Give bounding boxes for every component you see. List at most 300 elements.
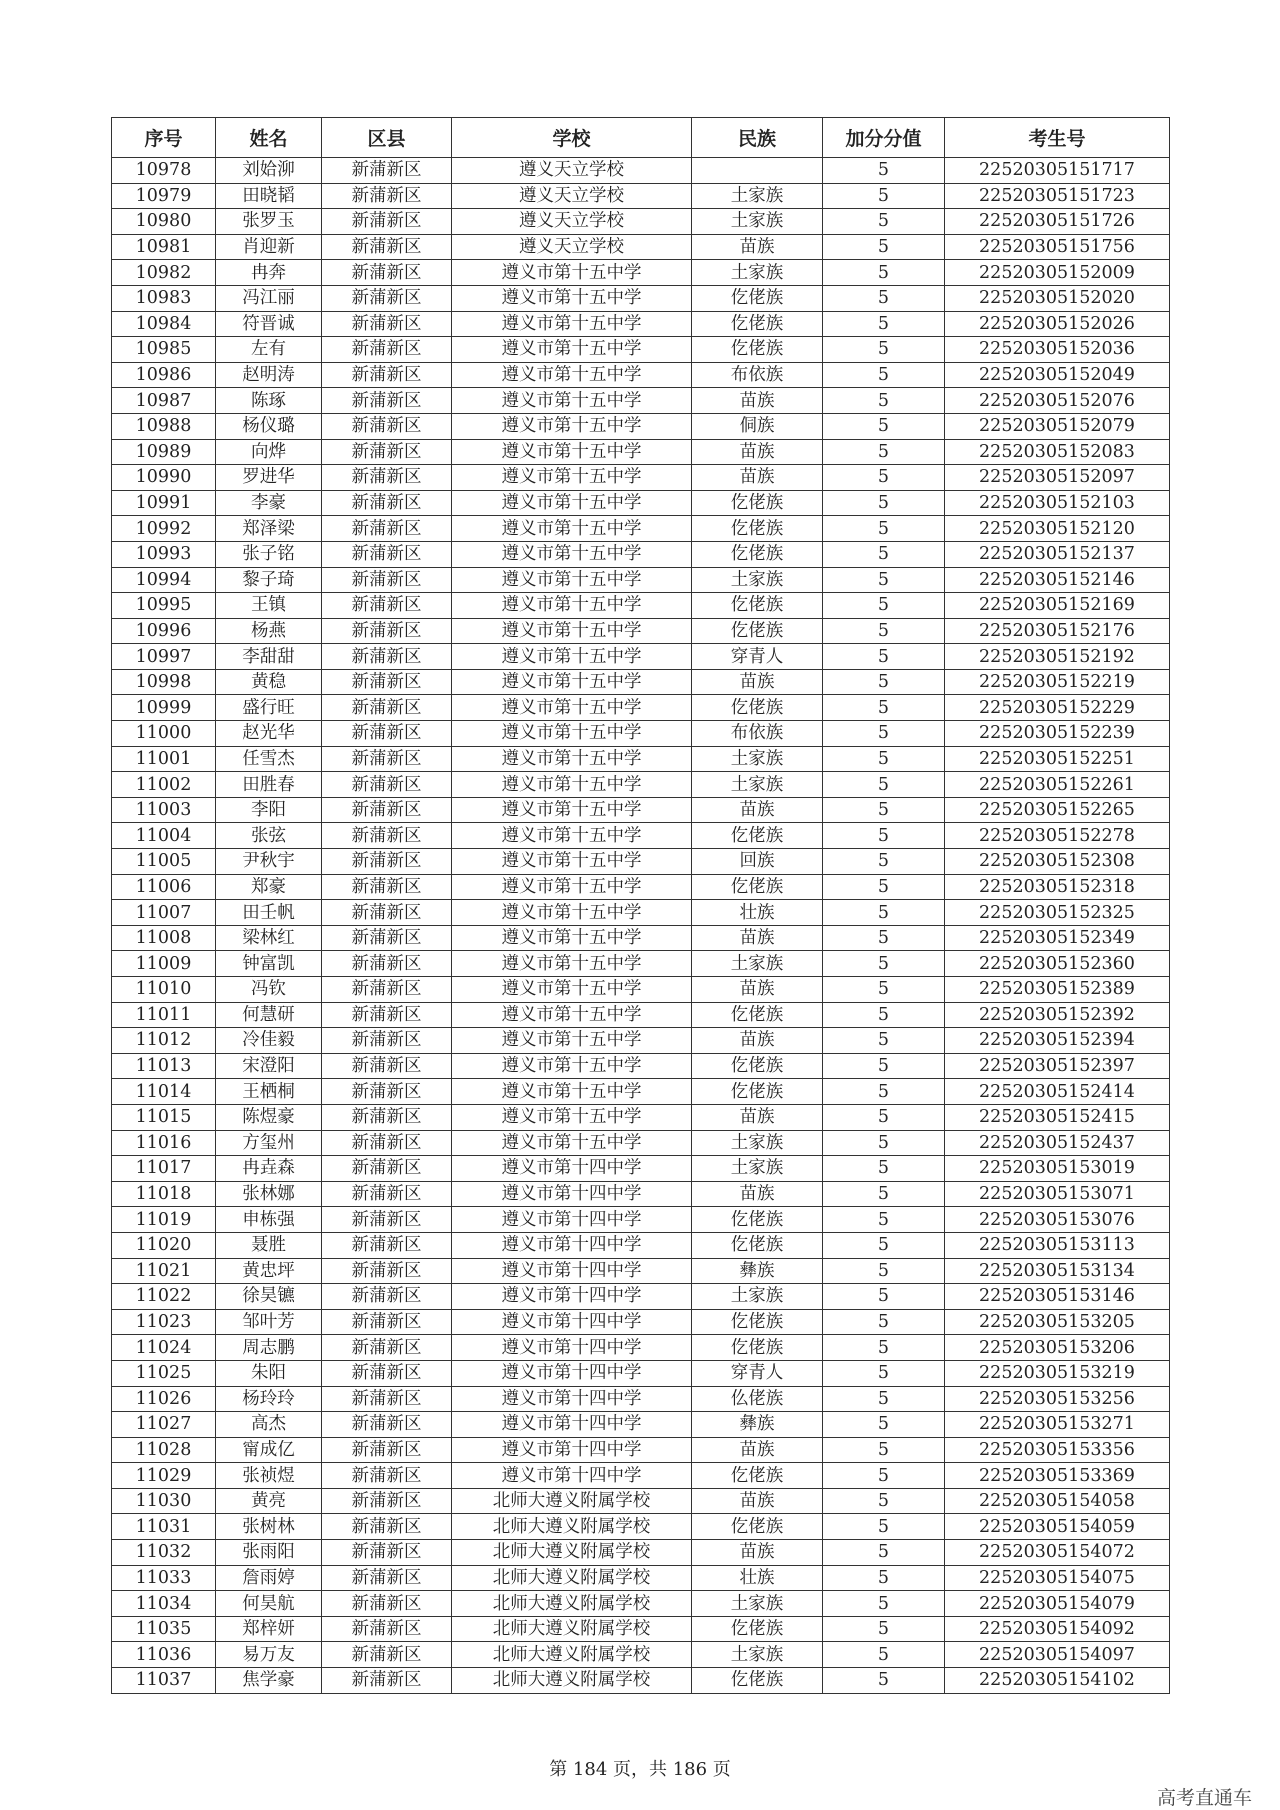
cell-ethnicity: 布依族 [692, 721, 823, 747]
cell-district: 新蒲新区 [322, 465, 452, 491]
cell-name: 尹秋宇 [216, 849, 322, 875]
cell-index: 11011 [112, 1002, 216, 1028]
cell-ethnicity: 苗族 [692, 669, 823, 695]
cell-exam-id: 22520305152137 [945, 541, 1170, 567]
cell-bonus: 5 [823, 362, 945, 388]
cell-exam-id: 22520305152239 [945, 721, 1170, 747]
cell-district: 新蒲新区 [322, 1437, 452, 1463]
cell-school: 遵义市第十五中学 [452, 1079, 692, 1105]
cell-school: 遵义市第十四中学 [452, 1386, 692, 1412]
cell-bonus: 5 [823, 541, 945, 567]
table-row [112, 874, 1170, 900]
cell-bonus: 5 [823, 900, 945, 926]
cell-bonus: 5 [823, 1002, 945, 1028]
cell-school: 遵义市第十五中学 [452, 311, 692, 337]
cell-name: 黄亮 [216, 1488, 322, 1514]
table-row [112, 1616, 1170, 1642]
cell-bonus: 5 [823, 823, 945, 849]
cell-exam-id: 22520305152261 [945, 772, 1170, 798]
cell-index: 11016 [112, 1130, 216, 1156]
cell-index: 11004 [112, 823, 216, 849]
cell-name: 郑豪 [216, 874, 322, 900]
cell-district: 新蒲新区 [322, 695, 452, 721]
cell-district: 新蒲新区 [322, 1207, 452, 1233]
cell-ethnicity: 苗族 [692, 925, 823, 951]
cell-index: 11026 [112, 1386, 216, 1412]
cell-school: 遵义市第十五中学 [452, 362, 692, 388]
cell-name: 任雪杰 [216, 746, 322, 772]
table-row [112, 311, 1170, 337]
cell-exam-id: 22520305152360 [945, 951, 1170, 977]
cell-district: 新蒲新区 [322, 823, 452, 849]
cell-school: 遵义市第十五中学 [452, 1130, 692, 1156]
cell-district: 新蒲新区 [322, 413, 452, 439]
table-row [112, 490, 1170, 516]
cell-name: 赵明涛 [216, 362, 322, 388]
cell-bonus: 5 [823, 925, 945, 951]
cell-school: 遵义市第十四中学 [452, 1284, 692, 1310]
table-row [112, 669, 1170, 695]
cell-name: 王镇 [216, 593, 322, 619]
cell-bonus: 5 [823, 1181, 945, 1207]
cell-exam-id: 22520305151723 [945, 183, 1170, 209]
cell-school: 北师大遵义附属学校 [452, 1514, 692, 1540]
cell-district: 新蒲新区 [322, 567, 452, 593]
cell-index: 10997 [112, 644, 216, 670]
cell-index: 11005 [112, 849, 216, 875]
cell-ethnicity: 回族 [692, 849, 823, 875]
cell-exam-id: 22520305152308 [945, 849, 1170, 875]
cell-school: 北师大遵义附属学校 [452, 1565, 692, 1591]
cell-school: 遵义市第十五中学 [452, 721, 692, 747]
cell-school: 遵义市第十五中学 [452, 823, 692, 849]
cell-bonus: 5 [823, 465, 945, 491]
cell-bonus: 5 [823, 1668, 945, 1694]
cell-ethnicity: 苗族 [692, 1028, 823, 1054]
cell-district: 新蒲新区 [322, 849, 452, 875]
cell-name: 甯成亿 [216, 1437, 322, 1463]
cell-name: 何慧研 [216, 1002, 322, 1028]
cell-ethnicity: 仡佬族 [692, 1232, 823, 1258]
cell-name: 向烨 [216, 439, 322, 465]
cell-bonus: 5 [823, 1540, 945, 1566]
header-ethnicity: 民族 [692, 118, 823, 158]
cell-district: 新蒲新区 [322, 1079, 452, 1105]
cell-bonus: 5 [823, 1386, 945, 1412]
cell-name: 易万友 [216, 1642, 322, 1668]
cell-index: 11033 [112, 1565, 216, 1591]
cell-ethnicity: 苗族 [692, 797, 823, 823]
cell-district: 新蒲新区 [322, 1591, 452, 1617]
cell-school: 遵义市第十五中学 [452, 388, 692, 414]
table-header-row [112, 118, 1170, 158]
cell-name: 赵光华 [216, 721, 322, 747]
cell-exam-id: 22520305154102 [945, 1668, 1170, 1694]
cell-name: 陈煜豪 [216, 1104, 322, 1130]
cell-index: 10979 [112, 183, 216, 209]
cell-name: 高杰 [216, 1412, 322, 1438]
cell-ethnicity: 仡佬族 [692, 1309, 823, 1335]
cell-bonus: 5 [823, 490, 945, 516]
cell-district: 新蒲新区 [322, 1053, 452, 1079]
cell-bonus: 5 [823, 1028, 945, 1054]
table-row [112, 1309, 1170, 1335]
cell-exam-id: 22520305154092 [945, 1616, 1170, 1642]
cell-bonus: 5 [823, 1258, 945, 1284]
cell-district: 新蒲新区 [322, 439, 452, 465]
cell-school: 遵义市第十五中学 [452, 1028, 692, 1054]
cell-ethnicity: 土家族 [692, 183, 823, 209]
cell-ethnicity: 仡佬族 [692, 541, 823, 567]
table-row [112, 900, 1170, 926]
cell-name: 张祯煜 [216, 1463, 322, 1489]
cell-school: 北师大遵义附属学校 [452, 1488, 692, 1514]
cell-ethnicity: 苗族 [692, 1104, 823, 1130]
cell-index: 11035 [112, 1616, 216, 1642]
cell-exam-id: 22520305152009 [945, 260, 1170, 286]
cell-school: 遵义天立学校 [452, 209, 692, 235]
table-row [112, 1360, 1170, 1386]
cell-district: 新蒲新区 [322, 1642, 452, 1668]
cell-name: 冉奔 [216, 260, 322, 286]
cell-district: 新蒲新区 [322, 1616, 452, 1642]
cell-school: 遵义天立学校 [452, 234, 692, 260]
table-row [112, 1412, 1170, 1438]
cell-index: 11014 [112, 1079, 216, 1105]
cell-school: 遵义天立学校 [452, 158, 692, 184]
cell-bonus: 5 [823, 644, 945, 670]
cell-ethnicity: 彝族 [692, 1258, 823, 1284]
cell-district: 新蒲新区 [322, 618, 452, 644]
cell-name: 田胜春 [216, 772, 322, 798]
cell-ethnicity: 仡佬族 [692, 1514, 823, 1540]
cell-name: 邹叶芳 [216, 1309, 322, 1335]
cell-bonus: 5 [823, 1565, 945, 1591]
cell-name: 张树林 [216, 1514, 322, 1540]
table-row [112, 849, 1170, 875]
cell-index: 11007 [112, 900, 216, 926]
cell-district: 新蒲新区 [322, 1412, 452, 1438]
table-row [112, 1053, 1170, 1079]
cell-exam-id: 22520305152120 [945, 516, 1170, 542]
cell-bonus: 5 [823, 1437, 945, 1463]
table-row [112, 977, 1170, 1003]
table-row [112, 1668, 1170, 1694]
cell-ethnicity [692, 158, 823, 184]
cell-name: 梁林红 [216, 925, 322, 951]
cell-ethnicity: 仡佬族 [692, 516, 823, 542]
cell-bonus: 5 [823, 1412, 945, 1438]
cell-ethnicity: 仡佬族 [692, 1002, 823, 1028]
cell-ethnicity: 壮族 [692, 1565, 823, 1591]
cell-exam-id: 22520305153205 [945, 1309, 1170, 1335]
cell-exam-id: 22520305152146 [945, 567, 1170, 593]
cell-district: 新蒲新区 [322, 1463, 452, 1489]
table-row [112, 823, 1170, 849]
cell-ethnicity: 苗族 [692, 977, 823, 1003]
cell-school: 遵义市第十四中学 [452, 1437, 692, 1463]
cell-index: 11012 [112, 1028, 216, 1054]
table-row [112, 1130, 1170, 1156]
table-row [112, 1386, 1170, 1412]
cell-name: 张林娜 [216, 1181, 322, 1207]
cell-exam-id: 22520305152392 [945, 1002, 1170, 1028]
cell-ethnicity: 仡佬族 [692, 1668, 823, 1694]
cell-index: 10991 [112, 490, 216, 516]
cell-bonus: 5 [823, 413, 945, 439]
cell-bonus: 5 [823, 311, 945, 337]
table-row [112, 158, 1170, 184]
cell-name: 钟富凯 [216, 951, 322, 977]
table-row [112, 362, 1170, 388]
table-row [112, 925, 1170, 951]
cell-ethnicity: 苗族 [692, 234, 823, 260]
cell-bonus: 5 [823, 1335, 945, 1361]
cell-index: 10995 [112, 593, 216, 619]
cell-bonus: 5 [823, 1104, 945, 1130]
cell-name: 朱阳 [216, 1360, 322, 1386]
header-school: 学校 [452, 118, 692, 158]
table-row [112, 516, 1170, 542]
cell-name: 王栖桐 [216, 1079, 322, 1105]
cell-district: 新蒲新区 [322, 209, 452, 235]
cell-name: 李甜甜 [216, 644, 322, 670]
cell-bonus: 5 [823, 1360, 945, 1386]
cell-school: 遵义市第十五中学 [452, 849, 692, 875]
table-row [112, 593, 1170, 619]
table-body [112, 158, 1170, 1694]
cell-index: 11000 [112, 721, 216, 747]
table-row [112, 1258, 1170, 1284]
cell-ethnicity: 土家族 [692, 1130, 823, 1156]
bonus-roster-table [111, 117, 1170, 1694]
cell-name: 申栋强 [216, 1207, 322, 1233]
cell-ethnicity: 仡佬族 [692, 1463, 823, 1489]
cell-bonus: 5 [823, 1079, 945, 1105]
cell-exam-id: 22520305152076 [945, 388, 1170, 414]
table-row [112, 772, 1170, 798]
cell-index: 11034 [112, 1591, 216, 1617]
cell-district: 新蒲新区 [322, 746, 452, 772]
cell-school: 遵义市第十五中学 [452, 695, 692, 721]
page-number: 第 184 页，共 186 页 [549, 1759, 731, 1780]
cell-index: 11003 [112, 797, 216, 823]
cell-school: 北师大遵义附属学校 [452, 1540, 692, 1566]
cell-ethnicity: 彝族 [692, 1412, 823, 1438]
cell-index: 11010 [112, 977, 216, 1003]
table-row [112, 1591, 1170, 1617]
cell-name: 符晋诚 [216, 311, 322, 337]
table-row [112, 1463, 1170, 1489]
cell-exam-id: 22520305152083 [945, 439, 1170, 465]
cell-index: 11008 [112, 925, 216, 951]
cell-index: 11015 [112, 1104, 216, 1130]
cell-school: 遵义市第十四中学 [452, 1207, 692, 1233]
cell-school: 遵义市第十五中学 [452, 567, 692, 593]
cell-district: 新蒲新区 [322, 1488, 452, 1514]
cell-school: 遵义市第十五中学 [452, 593, 692, 619]
cell-bonus: 5 [823, 388, 945, 414]
cell-district: 新蒲新区 [322, 644, 452, 670]
cell-name: 盛行旺 [216, 695, 322, 721]
cell-name: 周志鹏 [216, 1335, 322, 1361]
cell-bonus: 5 [823, 1207, 945, 1233]
cell-name: 黄稳 [216, 669, 322, 695]
cell-ethnicity: 土家族 [692, 1642, 823, 1668]
cell-bonus: 5 [823, 1514, 945, 1540]
cell-district: 新蒲新区 [322, 977, 452, 1003]
cell-ethnicity: 苗族 [692, 439, 823, 465]
cell-district: 新蒲新区 [322, 1181, 452, 1207]
table-row [112, 465, 1170, 491]
table-row [112, 541, 1170, 567]
cell-bonus: 5 [823, 1488, 945, 1514]
table-row [112, 183, 1170, 209]
cell-district: 新蒲新区 [322, 1540, 452, 1566]
cell-exam-id: 22520305151756 [945, 234, 1170, 260]
cell-index: 10999 [112, 695, 216, 721]
table-row [112, 721, 1170, 747]
cell-exam-id: 22520305152079 [945, 413, 1170, 439]
table-row [112, 644, 1170, 670]
cell-name: 田壬帆 [216, 900, 322, 926]
cell-index: 11022 [112, 1284, 216, 1310]
cell-exam-id: 22520305152020 [945, 285, 1170, 311]
roster-sheet [111, 117, 1170, 1694]
cell-school: 遵义市第十五中学 [452, 977, 692, 1003]
cell-name: 杨仪璐 [216, 413, 322, 439]
cell-index: 11019 [112, 1207, 216, 1233]
cell-index: 11018 [112, 1181, 216, 1207]
cell-school: 遵义市第十五中学 [452, 925, 692, 951]
table-row [112, 951, 1170, 977]
cell-school: 北师大遵义附属学校 [452, 1642, 692, 1668]
cell-district: 新蒲新区 [322, 797, 452, 823]
cell-exam-id: 22520305152349 [945, 925, 1170, 951]
cell-district: 新蒲新区 [322, 900, 452, 926]
cell-district: 新蒲新区 [322, 1309, 452, 1335]
cell-school: 遵义市第十五中学 [452, 1002, 692, 1028]
table-row [112, 1207, 1170, 1233]
cell-school: 遵义市第十四中学 [452, 1232, 692, 1258]
cell-district: 新蒲新区 [322, 925, 452, 951]
cell-bonus: 5 [823, 1616, 945, 1642]
cell-exam-id: 22520305152219 [945, 669, 1170, 695]
cell-name: 焦学豪 [216, 1668, 322, 1694]
cell-bonus: 5 [823, 1156, 945, 1182]
cell-index: 11024 [112, 1335, 216, 1361]
table-row [112, 1284, 1170, 1310]
cell-school: 遵义天立学校 [452, 183, 692, 209]
cell-bonus: 5 [823, 209, 945, 235]
cell-index: 11027 [112, 1412, 216, 1438]
cell-index: 11030 [112, 1488, 216, 1514]
cell-district: 新蒲新区 [322, 1232, 452, 1258]
cell-index: 11025 [112, 1360, 216, 1386]
cell-district: 新蒲新区 [322, 158, 452, 184]
cell-name: 刘姶泖 [216, 158, 322, 184]
cell-district: 新蒲新区 [322, 1284, 452, 1310]
cell-bonus: 5 [823, 1130, 945, 1156]
cell-bonus: 5 [823, 618, 945, 644]
cell-ethnicity: 仡佬族 [692, 874, 823, 900]
cell-school: 北师大遵义附属学校 [452, 1668, 692, 1694]
cell-ethnicity: 穿青人 [692, 1360, 823, 1386]
cell-index: 10985 [112, 337, 216, 363]
cell-exam-id: 22520305153134 [945, 1258, 1170, 1284]
cell-name: 肖迎新 [216, 234, 322, 260]
cell-district: 新蒲新区 [322, 669, 452, 695]
cell-name: 张子铭 [216, 541, 322, 567]
cell-index: 11032 [112, 1540, 216, 1566]
cell-exam-id: 22520305153271 [945, 1412, 1170, 1438]
cell-school: 遵义市第十五中学 [452, 337, 692, 363]
cell-exam-id: 22520305152415 [945, 1104, 1170, 1130]
cell-name: 杨玲玲 [216, 1386, 322, 1412]
cell-school: 遵义市第十五中学 [452, 541, 692, 567]
table-row [112, 1565, 1170, 1591]
cell-bonus: 5 [823, 1232, 945, 1258]
cell-ethnicity: 仡佬族 [692, 618, 823, 644]
cell-name: 李阳 [216, 797, 322, 823]
cell-exam-id: 22520305152397 [945, 1053, 1170, 1079]
cell-index: 10998 [112, 669, 216, 695]
table-row [112, 567, 1170, 593]
cell-ethnicity: 土家族 [692, 1156, 823, 1182]
cell-exam-id: 22520305153113 [945, 1232, 1170, 1258]
table-row [112, 1156, 1170, 1182]
cell-bonus: 5 [823, 158, 945, 184]
cell-exam-id: 22520305152278 [945, 823, 1170, 849]
cell-index: 10994 [112, 567, 216, 593]
cell-school: 遵义市第十五中学 [452, 618, 692, 644]
cell-index: 11029 [112, 1463, 216, 1489]
cell-school: 遵义市第十五中学 [452, 746, 692, 772]
cell-name: 徐昊镳 [216, 1284, 322, 1310]
cell-bonus: 5 [823, 1309, 945, 1335]
cell-district: 新蒲新区 [322, 516, 452, 542]
cell-exam-id: 22520305153071 [945, 1181, 1170, 1207]
cell-district: 新蒲新区 [322, 593, 452, 619]
cell-exam-id: 22520305152389 [945, 977, 1170, 1003]
cell-school: 遵义市第十四中学 [452, 1156, 692, 1182]
cell-district: 新蒲新区 [322, 721, 452, 747]
cell-name: 陈琢 [216, 388, 322, 414]
table-row [112, 1540, 1170, 1566]
cell-ethnicity: 土家族 [692, 260, 823, 286]
cell-district: 新蒲新区 [322, 1104, 452, 1130]
cell-bonus: 5 [823, 1642, 945, 1668]
cell-exam-id: 22520305152169 [945, 593, 1170, 619]
cell-exam-id: 22520305154059 [945, 1514, 1170, 1540]
cell-ethnicity: 仡佬族 [692, 311, 823, 337]
cell-school: 遵义市第十五中学 [452, 874, 692, 900]
cell-district: 新蒲新区 [322, 337, 452, 363]
cell-name: 黎子琦 [216, 567, 322, 593]
cell-ethnicity: 苗族 [692, 465, 823, 491]
cell-exam-id: 22520305152097 [945, 465, 1170, 491]
cell-district: 新蒲新区 [322, 388, 452, 414]
cell-index: 10990 [112, 465, 216, 491]
cell-bonus: 5 [823, 772, 945, 798]
cell-bonus: 5 [823, 593, 945, 619]
cell-bonus: 5 [823, 337, 945, 363]
cell-ethnicity: 仡佬族 [692, 337, 823, 363]
cell-district: 新蒲新区 [322, 1130, 452, 1156]
cell-index: 10984 [112, 311, 216, 337]
cell-ethnicity: 土家族 [692, 1284, 823, 1310]
cell-index: 10988 [112, 413, 216, 439]
